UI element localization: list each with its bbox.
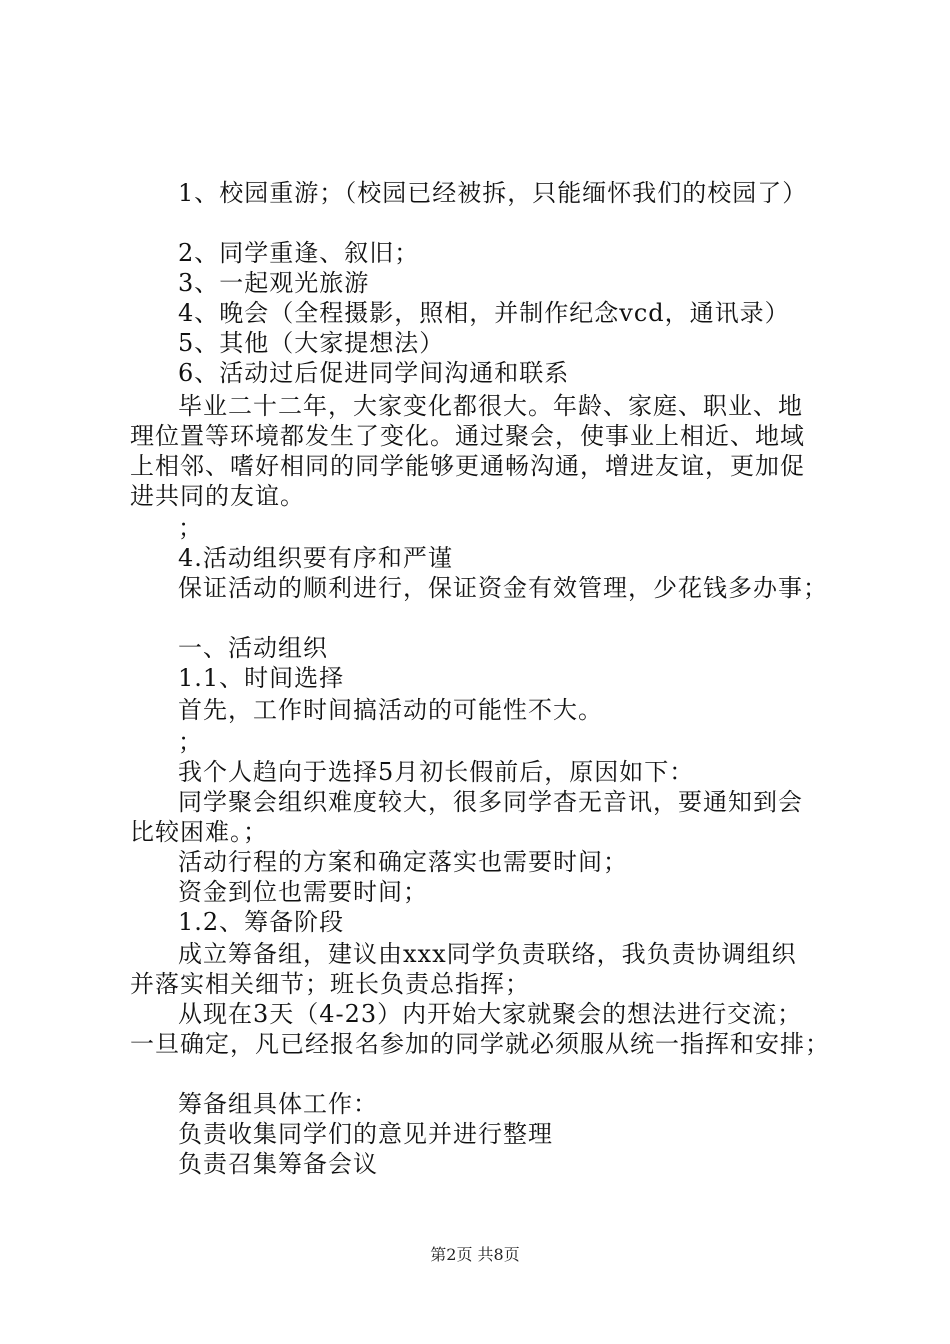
paragraph-line: 同学聚会组织难度较大，很多同学杳无音讯，要通知到会: [178, 788, 803, 816]
subsection-heading: 1.1、时间选择: [178, 664, 345, 692]
text-line: 3、一起观光旅游: [178, 269, 370, 297]
text-line: 首先，工作时间搞活动的可能性不大。: [178, 696, 603, 724]
text-line: 4、晚会（全程摄影，照相，并制作纪念vcd，通讯录）: [178, 299, 790, 327]
paragraph-line: 上相邻、嗜好相同的同学能够更通畅沟通，增进友谊，更加促: [130, 452, 805, 480]
text-line: 负责召集筹备会议: [178, 1150, 378, 1178]
text-line: 筹备组具体工作：: [178, 1090, 378, 1118]
text-line: 从现在3天（4-23）内开始大家就聚会的想法进行交流；: [178, 1000, 803, 1028]
paragraph-line: 理位置等环境都发生了变化。通过聚会，使事业上相近、地域: [130, 422, 805, 450]
subsection-heading: 1.2、筹备阶段: [178, 908, 345, 936]
text-line: 保证活动的顺利进行，保证资金有效管理，少花钱多办事；: [178, 574, 828, 602]
paragraph-line: 进共同的友谊。: [130, 482, 305, 510]
section-heading: 一、活动组织: [178, 634, 328, 662]
text-line: 负责收集同学们的意见并进行整理: [178, 1120, 553, 1148]
text-line: ；: [178, 728, 203, 756]
text-line: ；: [178, 514, 203, 542]
paragraph-line: 毕业二十二年，大家变化都很大。年龄、家庭、职业、地: [178, 392, 803, 420]
text-line: 6、活动过后促进同学间沟通和联系: [178, 359, 570, 387]
paragraph-line: 成立筹备组，建议由xxx同学负责联络，我负责协调组织: [178, 940, 797, 968]
text-line: 我个人趋向于选择5月初长假前后，原因如下：: [178, 758, 695, 786]
text-line: 5、其他（大家提想法）: [178, 329, 445, 357]
heading-line: 4.活动组织要有序和严谨: [178, 544, 453, 572]
text-line: 1、校园重游；（校园已经被拆，只能缅怀我们的校园了）: [178, 179, 808, 207]
text-line: 活动行程的方案和确定落实也需要时间；: [178, 848, 628, 876]
paragraph-line: 比较困难。；: [130, 818, 268, 846]
paragraph-line: 并落实相关细节；班长负责总指挥；: [130, 970, 530, 998]
text-line: 资金到位也需要时间；: [178, 878, 428, 906]
text-line: 一旦确定，凡已经报名参加的同学就必须服从统一指挥和安排；: [130, 1030, 830, 1058]
text-line: 2、同学重逢、叙旧；: [178, 239, 420, 267]
page-number-footer: 第2页 共8页: [430, 1245, 520, 1264]
